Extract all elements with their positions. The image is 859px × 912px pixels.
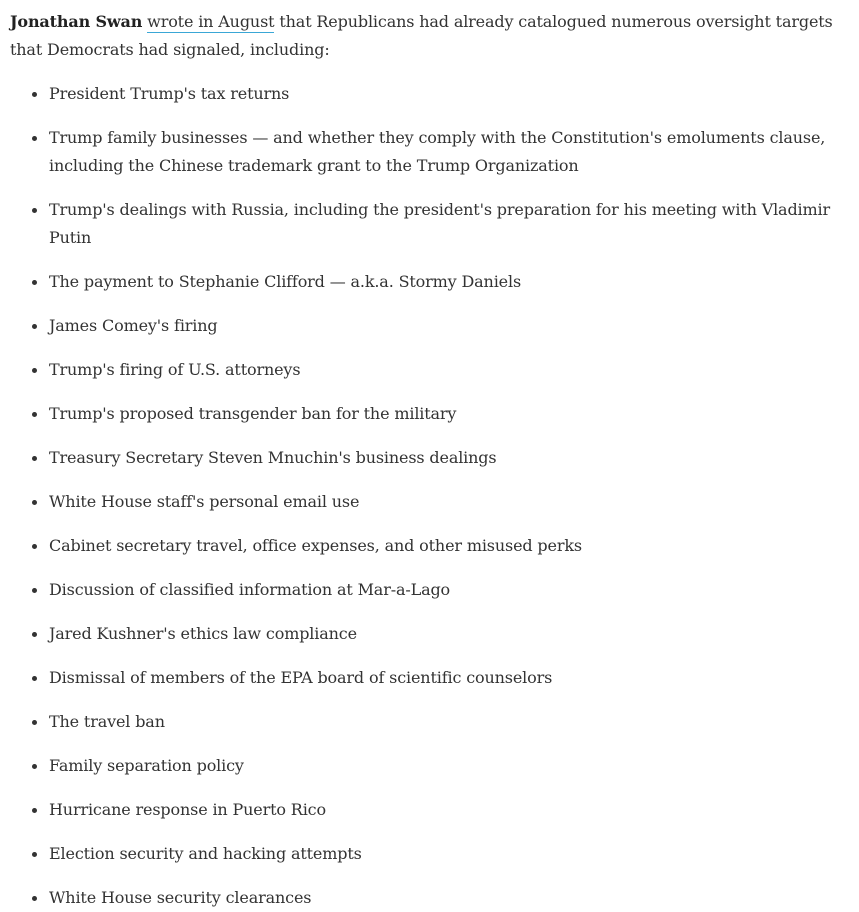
list-item-text: Trump family businesses — and whether they comply with the Constitution's emoluments clause, including the Chinese trademark grant to the Trump Organization — [49, 128, 826, 175]
list-item — [10, 664, 849, 692]
author-name: Jonathan Swan — [10, 12, 143, 31]
list-item — [10, 708, 849, 736]
bullet-icon — [32, 764, 37, 769]
list-item-text: Treasury Secretary Steven Mnuchin's business dealings — [49, 448, 497, 467]
list-item — [10, 488, 849, 516]
list-item-text: The payment to Stephanie Clifford — a.k.a. Stormy Daniels — [49, 272, 522, 291]
bullet-icon — [32, 720, 37, 725]
list-item-text: Family separation policy — [49, 756, 244, 775]
bullet-icon — [32, 852, 37, 857]
list-item — [10, 196, 849, 252]
list-item — [10, 124, 849, 180]
list-item-text: Election security and hacking attempts — [49, 844, 362, 863]
list-item-text: Cabinet secretary travel, office expenses, and other misused perks — [49, 536, 582, 555]
bullet-icon — [32, 368, 37, 373]
list-item-text: Jared Kushner's ethics law compliance — [49, 624, 357, 643]
list-item — [10, 356, 849, 384]
list-item — [10, 80, 849, 108]
list-item — [10, 268, 849, 296]
bullet-icon — [32, 324, 37, 329]
list-item-text: White House staff's personal email use — [49, 492, 360, 511]
list-item — [10, 752, 849, 780]
list-item — [10, 576, 849, 604]
list-item-text: Trump's proposed transgender ban for the military — [49, 404, 457, 423]
list-item-text: The travel ban — [49, 712, 165, 731]
list-item — [10, 312, 849, 340]
list-item-text: Discussion of classified information at Mar-a-Lago — [49, 580, 451, 599]
list-item-text: Trump's firing of U.S. attorneys — [49, 360, 301, 379]
bullet-icon — [32, 92, 37, 97]
bullet-icon — [32, 136, 37, 141]
list-item-text: President Trump's tax returns — [49, 84, 290, 103]
list-item — [10, 796, 849, 824]
list-item-text: Hurricane response in Puerto Rico — [49, 800, 326, 819]
bullet-icon — [32, 500, 37, 505]
bullet-icon — [32, 632, 37, 637]
bullet-icon — [32, 544, 37, 549]
bullet-icon — [32, 808, 37, 813]
bullet-icon — [32, 208, 37, 213]
bullet-icon — [32, 412, 37, 417]
list-item — [10, 532, 849, 560]
list-item-text: James Comey's firing — [49, 316, 218, 335]
list-item-text: White House security clearances — [49, 888, 312, 907]
intro-text: that Republicans had already catalogued numerous oversight targets that Democrats had signaled, including: — [10, 12, 833, 59]
oversight-targets-list — [10, 80, 849, 912]
list-item-text: Dismissal of members of the EPA board of scientific counselors — [49, 668, 553, 687]
list-item — [10, 620, 849, 648]
wrote-in-august-link[interactable]: wrote in August — [147, 12, 275, 31]
list-item — [10, 884, 849, 912]
intro-paragraph — [10, 8, 849, 64]
list-item — [10, 444, 849, 472]
bullet-icon — [32, 676, 37, 681]
list-item — [10, 400, 849, 428]
bullet-icon — [32, 456, 37, 461]
list-item — [10, 840, 849, 868]
bullet-icon — [32, 280, 37, 285]
list-item-text: Trump's dealings with Russia, including the president's preparation for his meeting with Vladimir Putin — [49, 200, 830, 247]
bullet-icon — [32, 588, 37, 593]
